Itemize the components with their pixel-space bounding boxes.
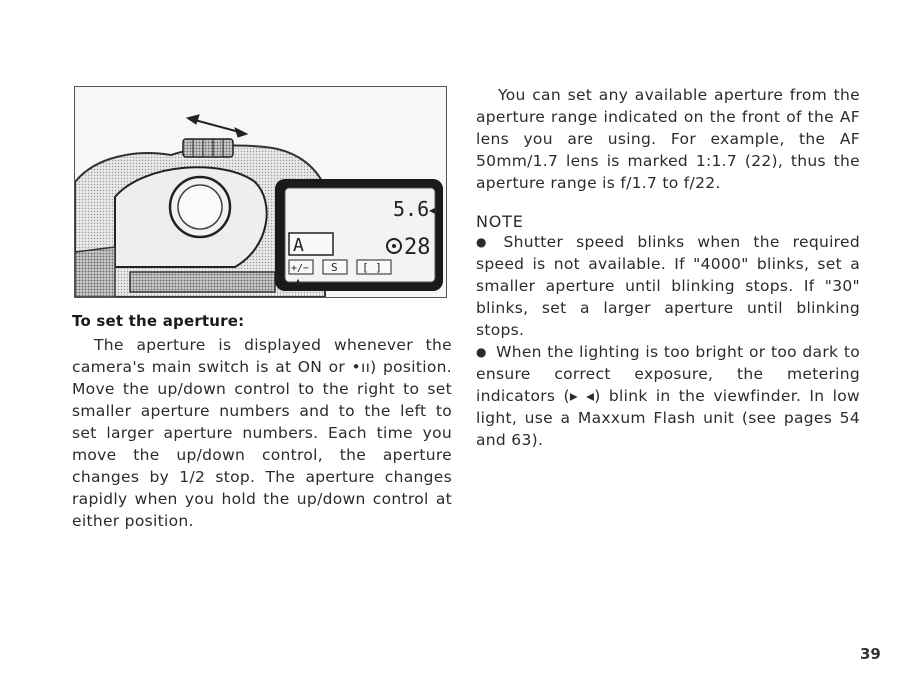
control-dial-icon <box>183 139 233 157</box>
camera-drawing <box>75 87 446 297</box>
aperture-paragraph: The aperture is displayed whenever the camera's main switch is at ON or •ıı) position. Move the up/down control to the right to set smaller aperture numbers and to the left to set larger aperture numbers. Each time you move the up/down control, the aperture changes by 1/2 stop. The aperture changes rapidly when you hold the up/down control at either position. <box>72 336 452 530</box>
lcd-bracket-symbol: [ ] <box>362 261 382 274</box>
lcd-mode: A <box>293 235 304 256</box>
note-bullet-2 <box>476 341 860 451</box>
lcd-pointer-icon: ▲ <box>295 277 302 286</box>
shutter-button-icon <box>170 177 230 237</box>
page-number: 39 <box>860 645 881 663</box>
lcd-aperture-value: 28 <box>404 235 431 260</box>
lcd-indicator-icon: ◂ <box>429 203 436 217</box>
aperture-range-paragraph: You can set any available aperture from the aperture range indicated on the front of the AF lens you are using. For example, the AF 50mm/1.7 lens is marked 1:1.7 (22), thus the aperture range is f/1.7 to f/22. <box>476 86 860 192</box>
lcd-exposure-comp: +/− <box>291 263 310 274</box>
right-column <box>476 84 860 451</box>
left-column <box>72 312 452 532</box>
bullet-icon: ● <box>476 235 495 249</box>
lcd-panel <box>275 179 443 291</box>
bullet-icon: ● <box>476 345 488 359</box>
note-bullet-text: When the lighting is too bright or too dark to ensure correct exposure, the metering indicators (▸ ◂) blink in the viewfinder. In low light, use a Maxxum Flash unit (see pages 54 and 63). <box>476 343 860 449</box>
note-bullet-1 <box>476 231 860 341</box>
camera-illustration <box>74 86 447 298</box>
note-bullet-text: Shutter speed blinks when the required speed is not available. If "4000" blinks, set a smaller aperture until blinking stops. If "30" blinks, set a larger aperture until blinking stops. <box>476 233 860 339</box>
note-title: NOTE <box>476 212 524 231</box>
section-heading: To set the aperture: <box>72 312 245 330</box>
lcd-top-value: 5.6 <box>393 197 430 221</box>
lcd-program-box: S <box>331 261 338 274</box>
